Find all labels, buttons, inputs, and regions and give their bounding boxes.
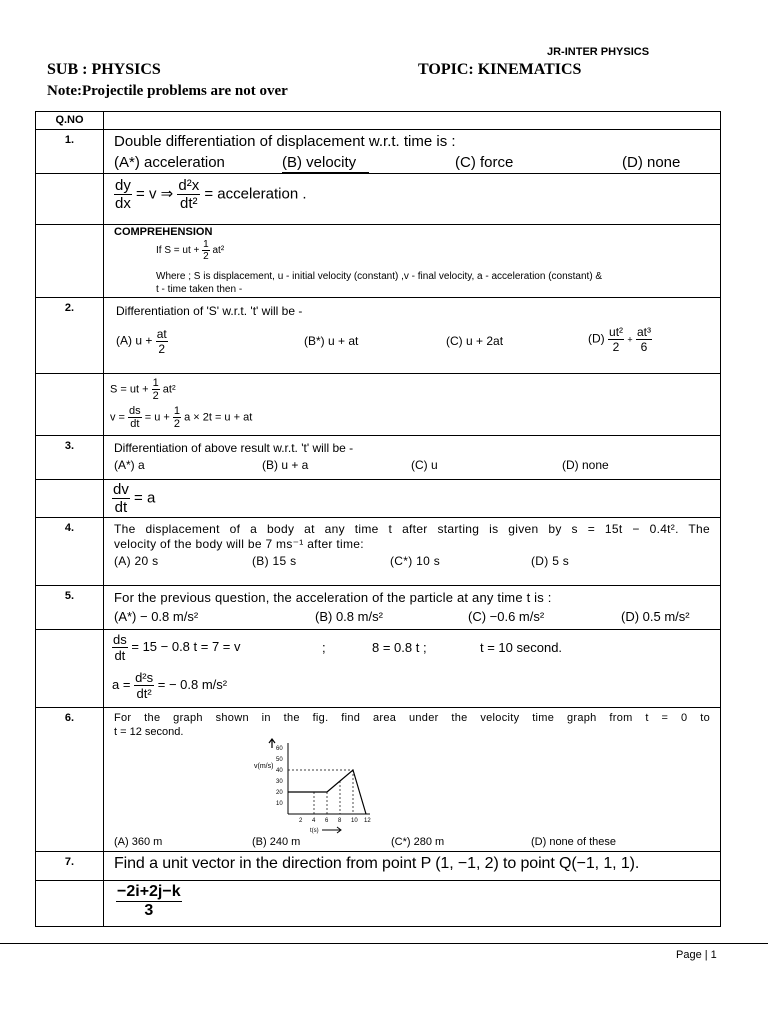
q1-sol-frac1: $\frac{dy}{dx}$ — [115, 177, 131, 212]
q4-number: 4. — [36, 518, 104, 586]
q5-sol-line1: $\frac{ds}{dt}$ = 15 − 0.8 t = 7 = v — [113, 632, 241, 663]
q3-text: Differentiation of above result w.r.t. 't' will be - — [114, 441, 354, 455]
q2-sol-line2: v = $\frac{ds}{dt}$ = u + $\frac{1}{2}$ a × 2t = u + at — [110, 405, 253, 430]
comprehension-line3: t - time taken then - — [156, 284, 243, 295]
q5-body — [104, 586, 721, 630]
q7-number: 7. — [36, 852, 104, 881]
q7-body — [104, 852, 721, 881]
graph-x-tick: 8 — [338, 818, 342, 824]
q1-sol-end: = acceleration . — [204, 185, 307, 203]
q2-option-d: (D) $\frac{\text{ut²}}{2}$ + $\frac{\text{at³}}{6}$ — [588, 325, 651, 354]
q5-sol-step: 8 = 0.8 t ; — [372, 640, 427, 655]
graph-x-tick: 6 — [325, 818, 329, 824]
comprehension-formula: If S = ut + $\frac{1}{2}$ at² — [156, 239, 225, 262]
q4-option-a: (A) 20 s — [114, 554, 159, 568]
graph-y-tick: 50 — [276, 757, 283, 763]
q1-sol-mid: = v ⇒ — [136, 185, 174, 203]
q4-option-d: (D) 5 s — [531, 554, 570, 568]
q3-number: 3. — [36, 436, 104, 480]
graph-y-tick: 20 — [276, 790, 283, 796]
q2-option-c: (C) u + 2at — [446, 334, 504, 348]
question-table — [35, 111, 721, 927]
graph-x-label: t(s) — [310, 828, 319, 834]
q6-number: 6. — [36, 708, 104, 852]
topic-label: TOPIC: KINEMATICS — [418, 61, 582, 78]
graph-x-tick: 10 — [351, 818, 358, 824]
q6-option-a: (A) 360 m — [114, 836, 163, 848]
q7-text: Find a unit vector in the direction from point P (1, −1, 2) to point Q(−1, 1, 1). — [114, 855, 640, 872]
q3-option-d: (D) none — [562, 458, 609, 472]
q1-option-c: (C) force — [455, 154, 514, 171]
q6-line2: t = 12 second. — [114, 726, 184, 738]
q2-body — [104, 298, 721, 374]
q1-sol-frac2: $\frac{\text{d²x}}{\text{dt²}}$ — [178, 177, 200, 212]
graph-y-tick: 10 — [276, 801, 283, 807]
graph-y-tick: 40 — [276, 768, 283, 774]
graph-x-tick: 2 — [299, 818, 303, 824]
q1-option-b: (B) velocity — [282, 154, 357, 171]
q2-solution — [104, 374, 721, 436]
q5-sol-sep: ; — [322, 640, 326, 655]
q5-solution — [104, 630, 721, 708]
q6-body — [104, 708, 721, 852]
q4-line1: The displacement of a body at any time t after starting is given by s = 15t − 0.4t². The — [114, 522, 710, 536]
subject-label: SUB : PHYSICS — [47, 61, 161, 78]
footer-rule — [0, 943, 768, 944]
q4-line2: velocity of the body will be 7 ms⁻¹ after time: — [114, 537, 364, 551]
q1-body — [104, 130, 721, 174]
q4-body — [104, 518, 721, 586]
q5-option-a: (A*) − 0.8 m/s² — [114, 609, 199, 624]
q3-option-a: (A*) a — [114, 458, 145, 472]
q1-solution — [104, 174, 721, 225]
velocity-time-graph — [252, 738, 392, 834]
q5-number: 5. — [36, 586, 104, 630]
graph-y-label: v(m/s) — [254, 763, 274, 770]
page-number: Page | 1 — [676, 949, 717, 961]
q5-option-c: (C) −0.6 m/s² — [468, 609, 545, 624]
q1-option-a: (A*) acceleration — [114, 154, 225, 171]
note-label: Note:Projectile problems are not over — [47, 83, 288, 99]
q6-option-b: (B) 240 m — [252, 836, 301, 848]
q3-option-b: (B) u + a — [262, 458, 309, 472]
graph-x-tick: 12 — [364, 818, 371, 824]
q7-solution: $\frac{-2i+2j-k}{3}$ — [104, 881, 721, 927]
comprehension-title: COMPREHENSION — [114, 226, 213, 238]
q1-text: Double differentiation of displacement w.r.t. time is : — [114, 133, 456, 150]
q4-option-c: (C*) 10 s — [390, 554, 441, 568]
q5-text: For the previous question, the acceleration of the particle at any time t is : — [114, 590, 552, 605]
q4-option-b: (B) 15 s — [252, 554, 297, 568]
graph-y-tick: 30 — [276, 779, 283, 785]
graph-x-tick: 4 — [312, 818, 316, 824]
q5-option-b: (B) 0.8 m/s² — [315, 609, 383, 624]
q2-option-a: (A) u + $\frac{at}{2}$ — [116, 327, 167, 356]
qno-header: Q.NO — [36, 112, 104, 130]
institute-line: JR-INTER PHYSICS — [547, 46, 650, 58]
q3-body — [104, 436, 721, 480]
q1-option-d: (D) none — [622, 154, 681, 171]
q6-line1: For the graph shown in the fig. find area under the velocity time graph from t = 0 to — [114, 712, 710, 724]
q6-option-d: (D) none of these — [531, 836, 616, 848]
q2-number: 2. — [36, 298, 104, 374]
q2-text: Differentiation of 'S' w.r.t. 't' will be - — [116, 304, 303, 318]
q6-option-c: (C*) 280 m — [391, 836, 445, 848]
comprehension-block — [104, 225, 721, 298]
q2-option-b: (B*) u + at — [304, 334, 359, 348]
q1-number: 1. — [36, 130, 104, 174]
graph-y-tick: 60 — [276, 746, 283, 752]
q2-sol-line1: S = ut + $\frac{1}{2}$ at² — [110, 377, 176, 402]
q5-sol-result: t = 10 second. — [480, 640, 563, 655]
q3-option-c: (C) u — [411, 458, 438, 472]
q5-option-d: (D) 0.5 m/s² — [621, 609, 690, 624]
q5-sol-line2: a = $\frac{\text{d²s}}{\text{dt²}}$ = − 0.8 m/s² — [112, 670, 228, 701]
q3-solution: $\frac{dv}{dt}$ = a — [104, 480, 721, 518]
comprehension-line2: Where ; S is displacement, u - initial velocity (constant) ,v - final velocity, a - acceleration (constant) & — [156, 271, 603, 282]
